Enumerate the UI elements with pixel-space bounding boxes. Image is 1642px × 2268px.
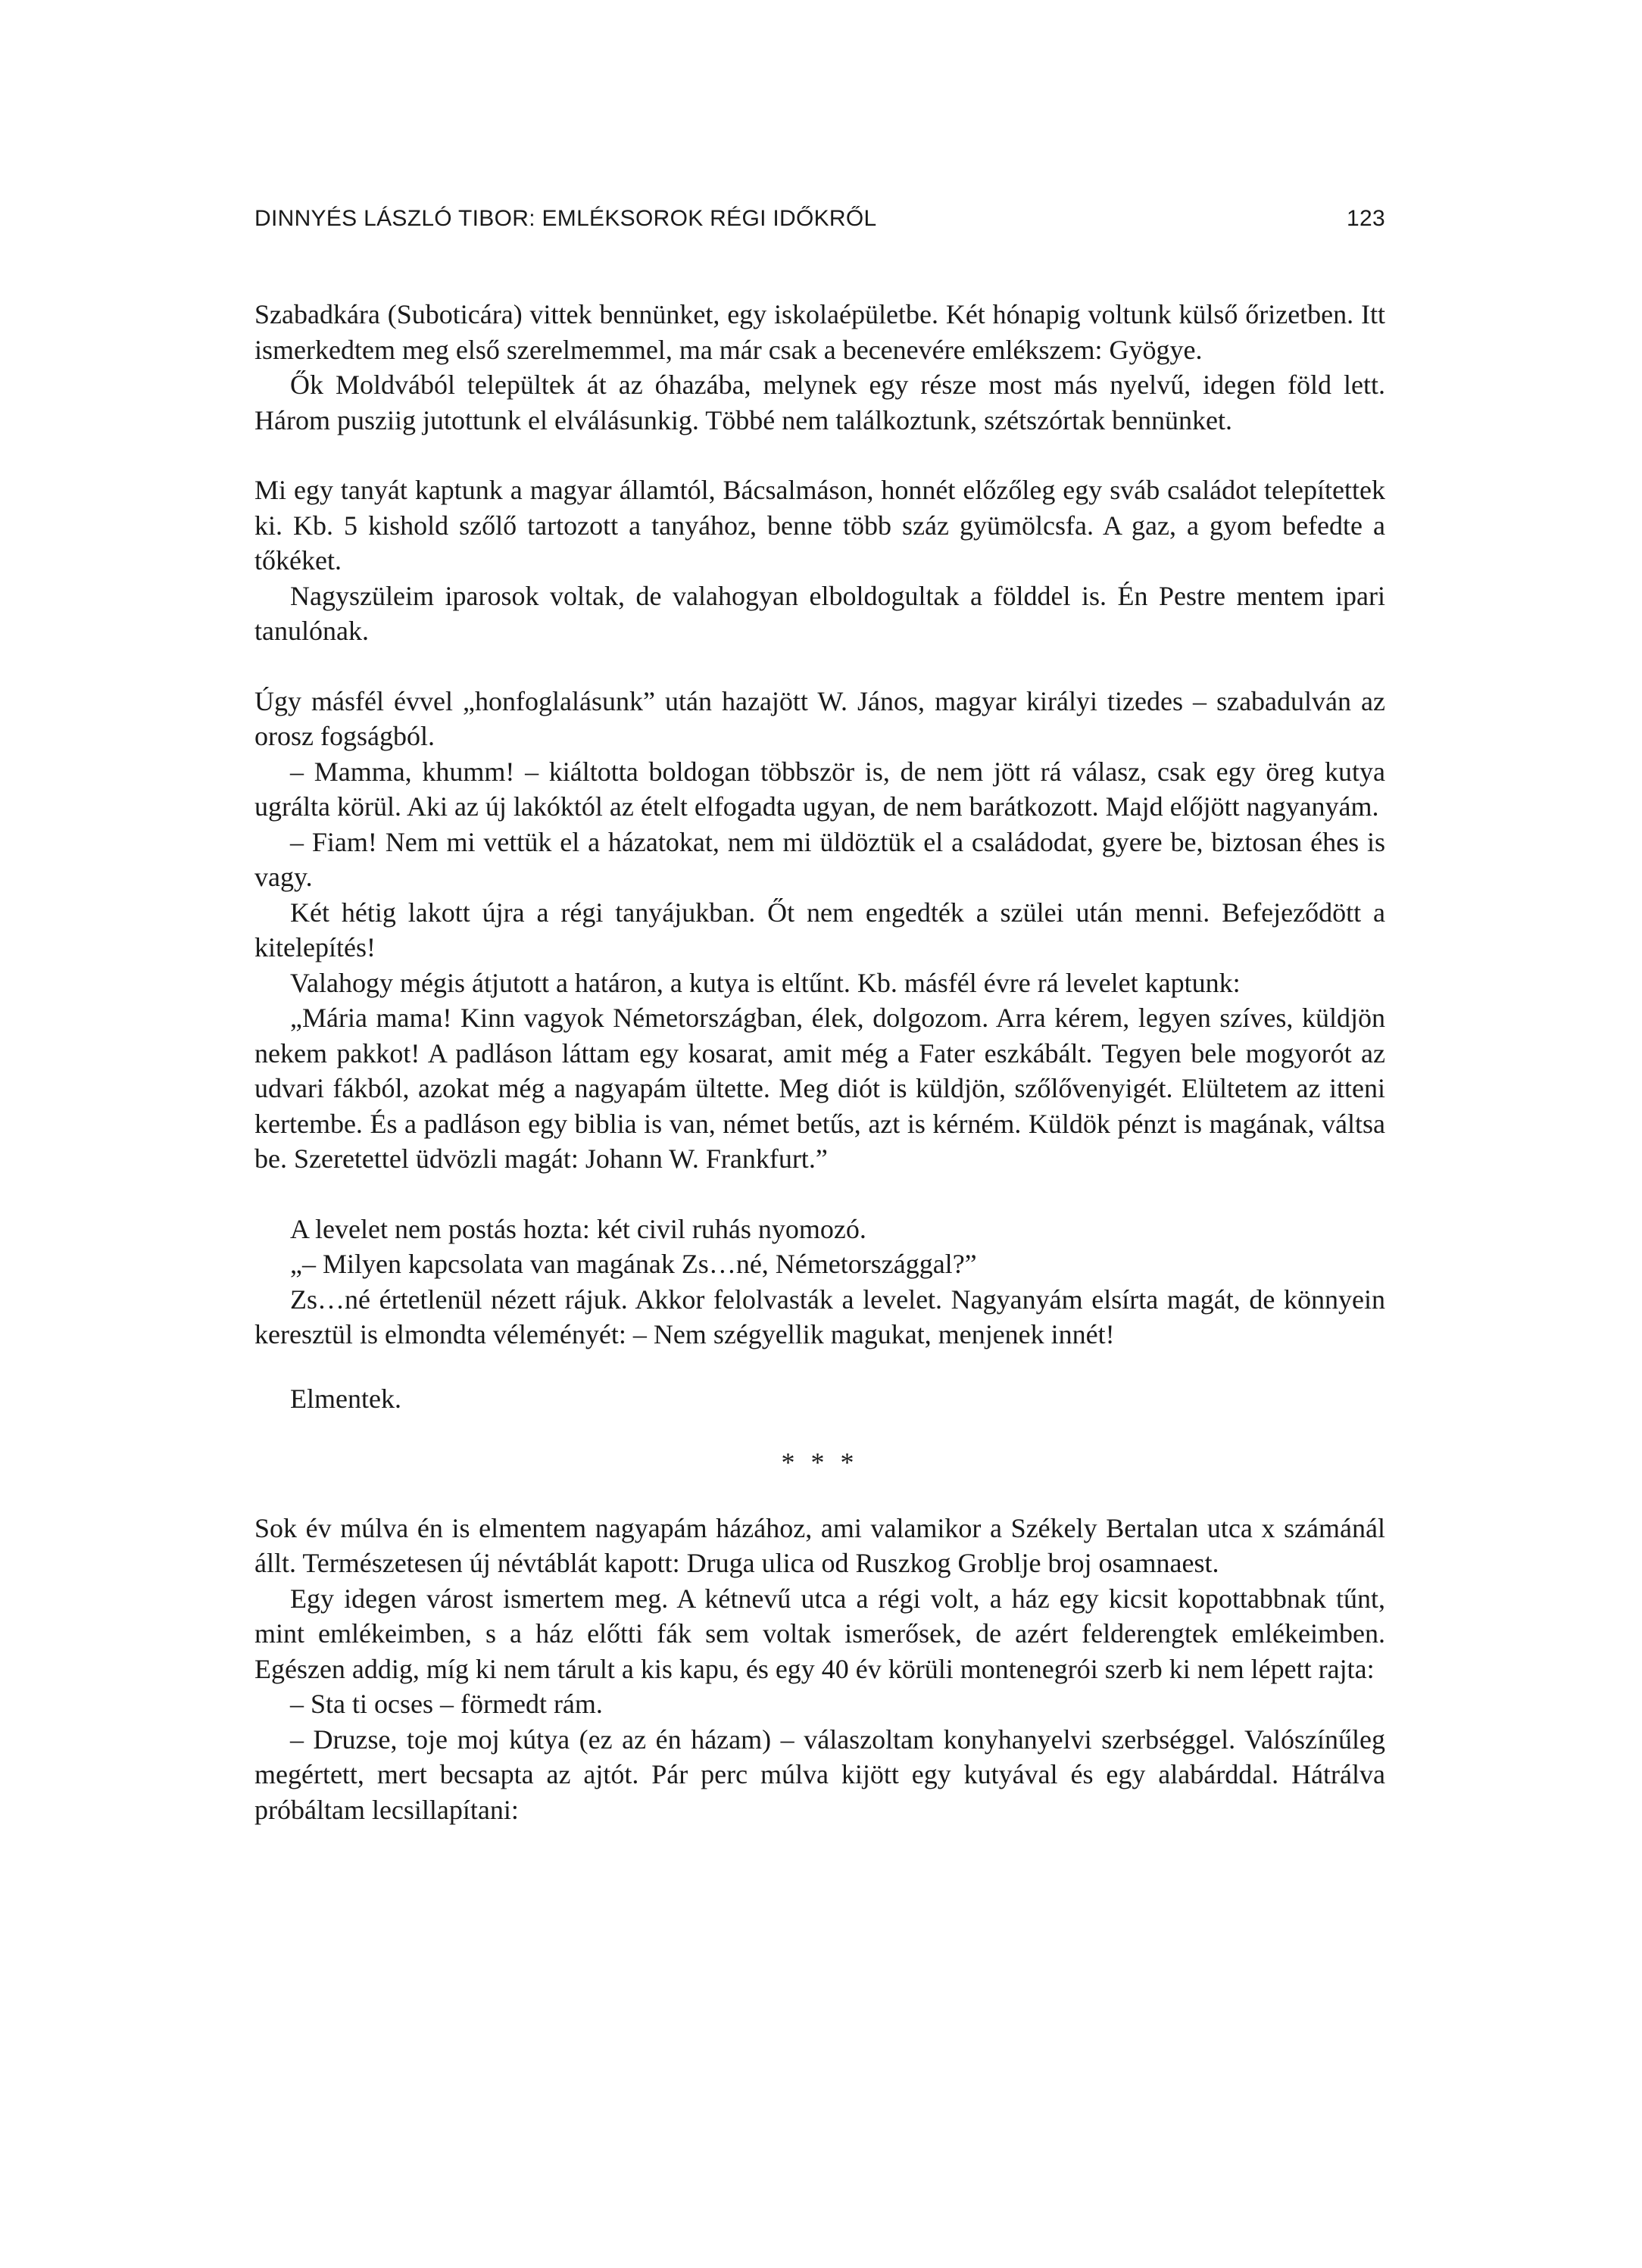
paragraph: – Sta ti ocses – förmedt rám. (290, 1689, 603, 1719)
paragraph: Ők Moldvából települtek át az óhazába, melynek egy része most más nyelvű, idegen föld lett. Három pusziig jutottunk el elválásunkig. Többé nem találkoztunk, szétszórtak bennünket. (254, 370, 1385, 435)
running-title: DINNYÉS LÁSZLÓ TIBOR: EMLÉKSOROK RÉGI IDŐKRŐL (254, 206, 877, 231)
paragraph: A levelet nem postás hozta: két civil ruhás nyomozó. (290, 1213, 866, 1244)
paragraph: Mi egy tanyát kaptunk a magyar államtól, Bácsalmáson, honnét előzőleg egy sváb családot telepítettek ki. Kb. 5 kishold szőlő tartozott a tanyához, benne több száz gyümölcsfa. A gaz, a gyom befedte a tőkéket. (254, 475, 1385, 576)
body-text (254, 297, 1385, 1827)
paragraph: Valahogy mégis átjutott a határon, a kutya is eltűnt. Kb. másfél évre rá levelet kaptunk: (290, 967, 1241, 998)
running-header (254, 206, 1385, 236)
paragraph: „– Milyen kapcsolata van magának Zs…né, Németországgal?” (290, 1249, 977, 1279)
paragraph: – Fiam! Nem mi vettük el a házatokat, nem mi üldöztük el a családodat, gyere be, biztosan éhes is vagy. (254, 826, 1385, 892)
paragraph: Zs…né értetlenül nézett rájuk. Akkor felolvasták a levelet. Nagyanyám elsírta magát, de könnyein keresztül is elmondta véleményét: – Nem szégyellik magukat, menjenek innét! (254, 1284, 1385, 1349)
paragraph: – Druzse, toje moj kútya (ez az én házam) – válaszoltam konyhanyelvi szerbséggel. Valószínűleg megértett, mert becsapta az ajtót. Pár perc múlva kijött egy kutyával és egy alabárddal. Hátrálva próbáltam lecsillapítani: (254, 1724, 1385, 1825)
paragraph: – Mamma, khumm! – kiáltotta boldogan többször is, de nem jött rá válasz, csak egy öreg kutya ugrálta körül. Aki az új lakóktól az ételt elfogadta ugyan, de nem barátkozott. Majd előjött nagyanyám. (254, 756, 1385, 822)
paragraph: Úgy másfél évvel „honfoglalásunk” után hazajött W. János, magyar királyi tizedes – szabadulván az orosz fogságból. (254, 685, 1385, 751)
section-separator: * * * (781, 1447, 859, 1477)
paragraph: Szabadkára (Suboticára) vittek bennünket, egy iskolaépületbe. Két hónapig voltunk külső őrizetben. Itt ismerkedtem meg első szerelmemmel, ma már csak a becenevére emlékszem: Gyögye. (254, 299, 1385, 365)
page-number: 123 (1347, 206, 1385, 231)
quoted-letter: „Mária mama! Kinn vagyok Németországban, élek, dolgozom. Arra kérem, legyen szíves, küldjön nekem pakkot! A padláson láttam egy kosarat, amit még a Fater eszkábált. Tegyen bele mogyorót az udvari fákból, azokat még a nagyapám ültette. Meg diót is küldjön, szőlővenyigét. Elültetem az itteni kertembe. És a padláson egy biblia is van, német betűs, azt is kérném. Küldök pénzt is magának, váltsa be. Szeretettel üdvözli magát: Johann W. Frankfurt.” (254, 1003, 1385, 1174)
paragraph: Elmentek. (290, 1383, 401, 1414)
paragraph: Nagyszüleim iparosok voltak, de valahogyan elboldogultak a földdel is. Én Pestre mentem ipari tanulónak. (254, 580, 1385, 646)
paragraph: Egy idegen várost ismertem meg. A kétnevű utca a régi volt, a ház egy kicsit kopottabbnak tűnt, mint emlékeimben, s a ház előtti fák sem voltak ismerősek, de azért felderengtek emlékeimben. Egészen addig, míg ki nem tárult a kis kapu, és egy 40 év körüli montenegrói szerb ki nem lépett rajta: (254, 1583, 1385, 1684)
paragraph: Sok év múlva én is elmentem nagyapám házához, ami valamikor a Székely Bertalan utca x számánál állt. Természetesen új névtáblát kapott: Druga ulica od Ruszkog Groblje broj osamnaest. (254, 1512, 1385, 1578)
paragraph: Két hétig lakott újra a régi tanyájukban. Őt nem engedték a szülei után menni. Befejeződött a kitelepítés! (254, 897, 1385, 962)
